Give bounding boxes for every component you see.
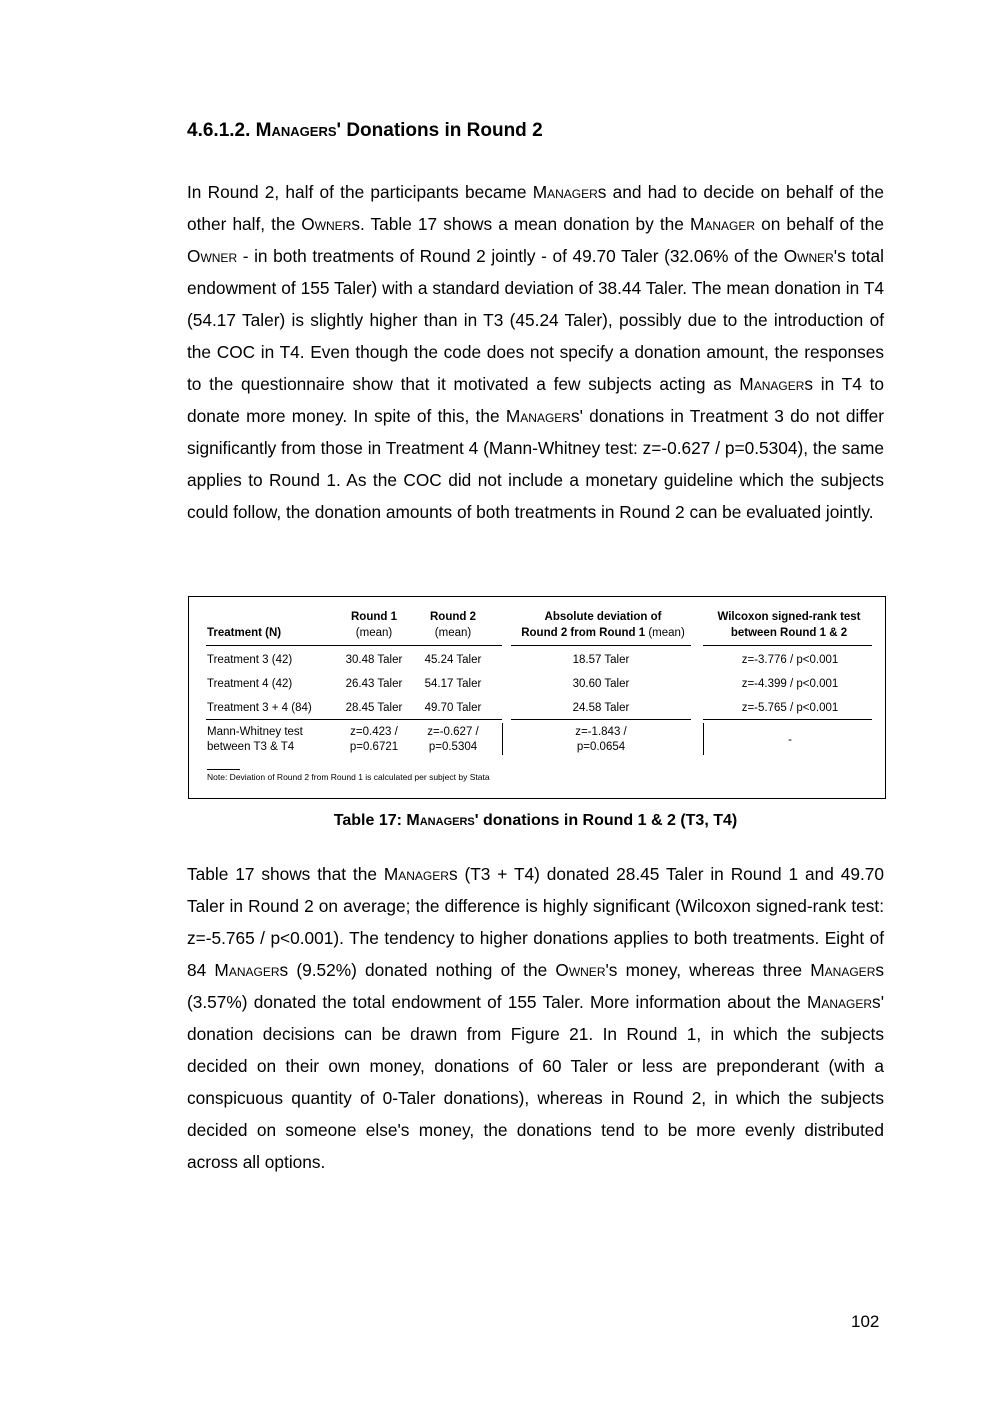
- text-smallcaps: Manager: [505, 406, 571, 426]
- header-round2-sub: (mean): [434, 627, 472, 639]
- table-note: Note: Deviation of Round 2 from Round 1 is calculated per subject by Stata: [207, 772, 490, 782]
- text-smallcaps: Owner: [187, 246, 238, 266]
- text-smallcaps: Manager: [532, 182, 598, 202]
- mw-round1-line2: p=0.6721: [349, 741, 399, 753]
- mw-deviation-line1: z=-1.843 /: [575, 726, 627, 738]
- text-smallcaps: Owner: [555, 960, 606, 980]
- text-run: s (9.52%) donated nothing of the: [279, 960, 556, 980]
- row-round1: 26.43 Taler: [345, 678, 403, 690]
- row-treatment: Treatment 3 (42): [207, 654, 293, 666]
- row-treatment: Treatment 4 (42): [207, 678, 293, 690]
- caption-pre: Table 17:: [333, 812, 407, 829]
- row-deviation: 30.60 Taler: [572, 678, 630, 690]
- page-number: 102: [851, 1312, 880, 1331]
- table-caption: [187, 812, 884, 830]
- caption-post: ' donations in Round 1 & 2 (T3, T4): [474, 812, 738, 829]
- header-treatment: Treatment (N): [207, 627, 282, 639]
- row-round2: 49.70 Taler: [424, 702, 482, 714]
- text-smallcaps: Owner: [301, 214, 352, 234]
- row-round1: 30.48 Taler: [345, 654, 403, 666]
- text-run: s in T4 to donate more money. In spite of this, the: [187, 374, 885, 426]
- heading-smallcaps: Managers: [255, 120, 337, 141]
- text-run: - in both treatments of Round 2 jointly - of 49.70 Taler (32.06% of the: [237, 246, 784, 266]
- mw-deviation-line2: p=0.0654: [576, 741, 626, 753]
- header-wilcoxon-sub: between Round 1 & 2: [730, 627, 848, 639]
- text-run: on behalf of the: [755, 214, 885, 234]
- text-run: s and had to decide on behalf of the other half, the: [187, 182, 884, 234]
- text-run: s' donations in Treatment 3 do not differ significantly from those in Treatment 4 (Mann-Whitney test: z=-0.627 / p=0.5304), the same applies to Round 1. As the COC did not include a monetary guideline which the subjects could follow, the donation amounts of both treatments in Round 2 can be evaluated jointly.: [187, 406, 884, 522]
- section-heading: [187, 120, 543, 142]
- text-smallcaps: Manager: [383, 864, 449, 884]
- caption-smallcaps: Managers: [406, 812, 475, 829]
- row-wilcoxon: z=-5.765 / p<0.001: [741, 702, 839, 714]
- text-smallcaps: Manager: [214, 960, 280, 980]
- text-run: Table 17 shows that the: [187, 864, 384, 884]
- header-round1-title: Round 1: [351, 611, 397, 623]
- header-absdev-sub-plain: (mean): [645, 627, 685, 639]
- row-wilcoxon: z=-3.776 / p<0.001: [741, 654, 839, 666]
- mw-round2-line1: z=-0.627 /: [427, 726, 479, 738]
- text-run: In Round 2, half of the participants became: [187, 182, 533, 202]
- row-round2: 54.17 Taler: [424, 678, 482, 690]
- rule-header-right: [703, 645, 872, 646]
- mw-round2-line2: p=0.5304: [428, 741, 478, 753]
- header-absdev-sub: [509, 626, 697, 640]
- mw-wilcoxon: -: [788, 734, 792, 746]
- heading-rest: ' Donations in Round 2: [336, 120, 543, 141]
- text-run: s' donation decisions can be drawn from Figure 21. In Round 1, in which the subjects decided on their own money, donations of 60 Taler or less are preponderant (with a conspicuous quantity of 0-Taler donations), whereas in Round 2, in which the subjects decided on someone else's money, the donations tend to be more evenly distributed across all options.: [187, 992, 884, 1172]
- text-smallcaps: Manager: [739, 374, 805, 394]
- rule-vertical-mw-1: [502, 723, 503, 755]
- header-wilcoxon-title: Wilcoxon signed-rank test: [717, 611, 861, 623]
- text-run: 's money, whereas three: [605, 960, 811, 980]
- rule-rows-right: [703, 719, 872, 720]
- text-smallcaps: Manager: [689, 214, 756, 234]
- header-absdev-sub-bold: Round 2 from Round 1: [521, 627, 646, 639]
- row-treatment: Treatment 3 + 4 (84): [207, 702, 312, 714]
- paragraph-intro: [187, 176, 884, 528]
- mw-label-line2: between T3 & T4: [207, 741, 295, 753]
- text-run: s (T3 + T4) donated 28.45 Taler in Round 1 and 49.70 Taler in Round 2 on average; the difference is highly significant (Wilcoxon signed-rank test: z=-5.765 / p<0.001). The tendency to higher donations applies to both treatments. Eight of 84: [187, 864, 884, 980]
- header-round1-sub: (mean): [355, 627, 393, 639]
- text-smallcaps: Manager: [810, 960, 876, 980]
- section-number: 4.6.1.2.: [187, 120, 251, 141]
- text-smallcaps: Owner: [783, 246, 834, 266]
- rule-rows-left: [206, 719, 502, 720]
- rule-header-left: [206, 645, 502, 646]
- text-smallcaps: Manager: [806, 992, 873, 1012]
- mw-round1-line1: z=0.423 /: [350, 726, 398, 738]
- row-wilcoxon: z=-4.399 / p<0.001: [741, 678, 839, 690]
- row-round2: 45.24 Taler: [424, 654, 482, 666]
- text-run: 's total endowment of 155 Taler) with a standard deviation of 38.44 Taler. The mean donation in T4 (54.17 Taler) is slightly higher than in T3 (45.24 Taler), possibly due to the introduction of the COC in T4. Even though the code does not specify a donation amount, the responses to the questionnaire show that it motivated a few subjects acting as: [187, 246, 885, 394]
- row-deviation: 24.58 Taler: [572, 702, 630, 714]
- rule-header-mid: [511, 645, 691, 646]
- results-table: [188, 596, 886, 799]
- paragraph-discussion: [187, 858, 884, 1178]
- note-rule: [207, 769, 240, 770]
- mw-label-line1: Mann-Whitney test: [207, 726, 303, 738]
- header-round2-title: Round 2: [430, 611, 476, 623]
- header-absdev-title: Absolute deviation of: [544, 611, 662, 623]
- text-run: s (3.57%) donated the total endowment of 155 Taler. More information about the: [187, 960, 884, 1012]
- text-run: s. Table 17 shows a mean donation by the: [351, 214, 690, 234]
- rule-rows-mid: [511, 719, 691, 720]
- row-deviation: 18.57 Taler: [572, 654, 630, 666]
- row-round1: 28.45 Taler: [345, 702, 403, 714]
